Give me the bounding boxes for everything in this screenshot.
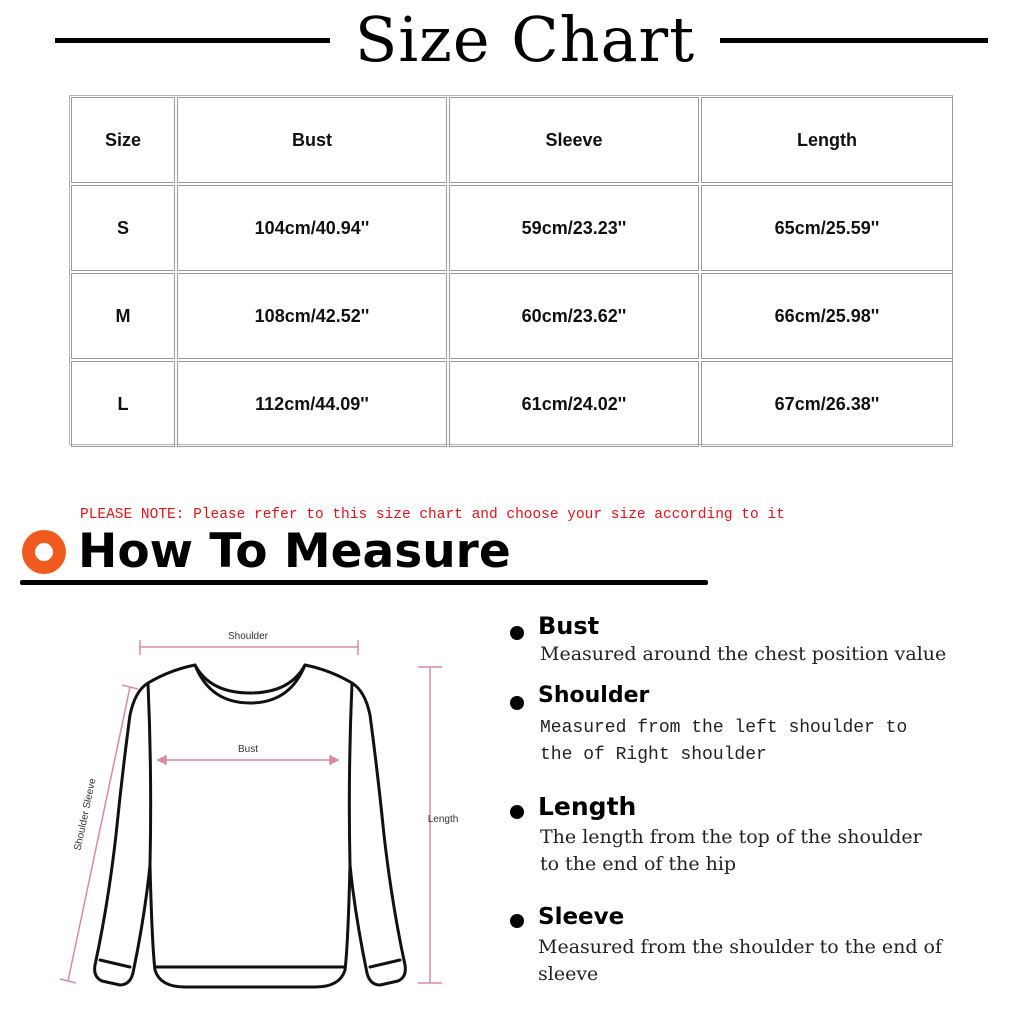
bullet-icon [510, 626, 524, 640]
measurement-label: Sleeve [538, 904, 625, 930]
table-cell-bust: 104cm/40.94'' [177, 185, 447, 271]
sweater-measurement-illustration [40, 615, 480, 1015]
bullet-icon [510, 805, 524, 819]
table-cell-sleeve: 59cm/23.23'' [449, 185, 699, 271]
length-label: Length [427, 814, 459, 825]
title-divider-right [720, 38, 988, 43]
table-cell-sleeve: 60cm/23.62'' [449, 273, 699, 359]
sweater-icon [95, 665, 406, 987]
measurement-description: Measured around the chest position value [540, 643, 947, 665]
table-cell-length: 65cm/25.59'' [701, 185, 953, 271]
table-cell-bust: 108cm/42.52'' [177, 273, 447, 359]
table-header-bust: Bust [177, 97, 447, 183]
size-note: PLEASE NOTE: Please refer to this size chart and choose your size according to it [80, 507, 785, 523]
table-header-length: Length [701, 97, 953, 183]
table-cell-size: L [71, 361, 175, 447]
shoulder-label: Shoulder [227, 631, 269, 642]
heading-underline [20, 580, 708, 585]
table-cell-length: 66cm/25.98'' [701, 273, 953, 359]
measurement-description: Measured from the shoulder to the end of sleeve [538, 936, 943, 985]
circle-bullet-icon [22, 530, 66, 574]
table-cell-sleeve: 61cm/24.02'' [449, 361, 699, 447]
size-table [69, 95, 953, 445]
table-cell-length: 67cm/26.38'' [701, 361, 953, 447]
table-header-sleeve: Sleeve [449, 97, 699, 183]
table-header-size: Size [71, 97, 175, 183]
table-cell-bust: 112cm/44.09'' [177, 361, 447, 447]
sleeve-label: Shoulder Sleeve [72, 777, 99, 852]
title-divider-left [55, 38, 330, 43]
bullet-icon [510, 696, 524, 710]
table-cell-size: S [71, 185, 175, 271]
bust-label: Bust [237, 744, 259, 755]
how-to-measure-heading: How To Measure [78, 524, 511, 579]
table-cell-size: M [71, 273, 175, 359]
measurement-label: Bust [538, 612, 600, 640]
measurement-description: The length from the top of the shoulder to the end of the hip [540, 826, 922, 875]
bullet-icon [510, 914, 524, 928]
measurement-label: Shoulder [538, 683, 650, 708]
page-title: Size Chart [354, 3, 696, 76]
measurement-label: Length [538, 792, 637, 821]
measurement-description: Measured from the left shoulder to the of Right shoulder [540, 718, 908, 765]
